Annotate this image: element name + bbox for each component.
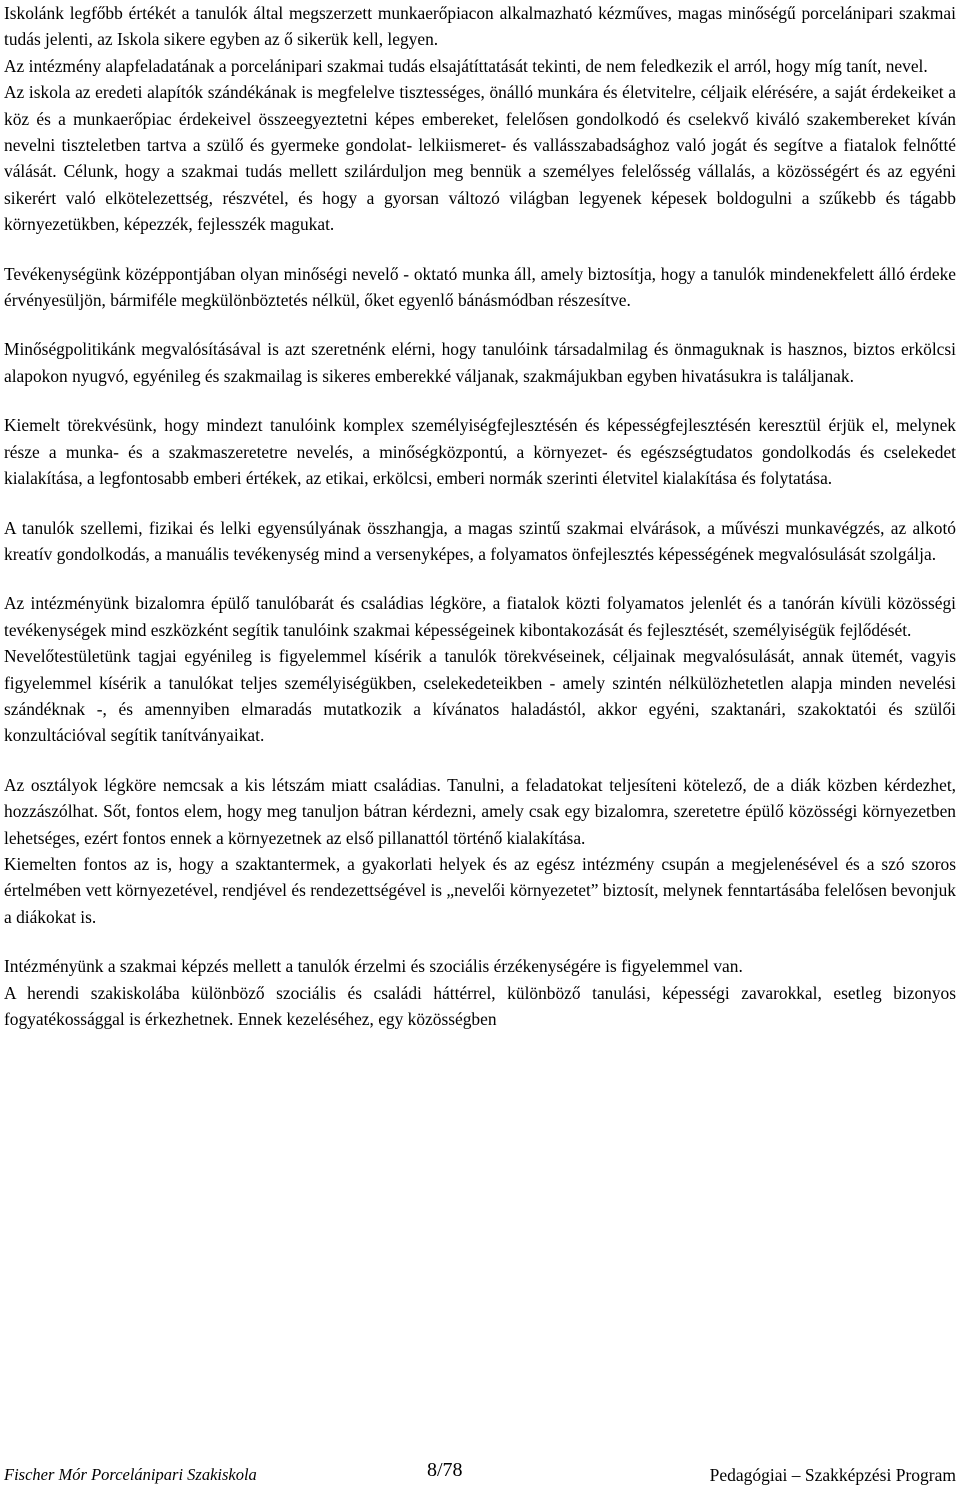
paragraph-gap: [4, 238, 956, 261]
paragraph-gap: [4, 492, 956, 515]
footer-program-title: Pedagógiai – Szakképzési Program: [709, 1465, 956, 1485]
paragraph-6: Kiemelt törekvésünk, hogy mindezt tanulóink komplex személyiségfejlesztésén és képességfejlesztésén keresztül érjük el, melynek része a munka- és a szakmaszeretetre nevelés, a minőségközpontú, a környezet- és egészségtudatos gondolkodás és cselekedet kialakítása, a legfontosabb emberi értékek, az etikai, erkölcsi, emberi normák szerinti életvitel kialakítása és folytatása.: [4, 415, 956, 489]
paragraph-5: Minőségpolitikánk megvalósításával is azt szeretnénk elérni, hogy tanulóink társadalmilag és önmaguknak is hasznos, biztos erkölcsi alapokon nyugvó, egyénileg és szakmailag is sikeres emberekké váljanak, szakmájukban egyben hivatásukra is találjanak.: [4, 339, 956, 386]
paragraph-1: Iskolánk legfőbb értékét a tanulók által megszerzett munkaerőpiacon alkalmazható kézműves, magas minőségű porcelánipari szakmai tudás jelenti, az Iskola sikere egyben az ő sikerük kell, legyen.: [4, 3, 956, 50]
paragraph-gap: [4, 389, 956, 412]
paragraph-10: Az osztályok légköre nemcsak a kis létszám miatt családias. Tanulni, a feladatokat teljesíteni kötelező, de a diák közben kérdezhet, hozzászólhat. Sőt, fontos elem, hogy meg tanuljon bátran kérdezni, amely csak egy bizalomra, szeretetre épülő közösségi környezetben lehetséges, ezért fontos ennek a környezetnek az első pillanattól történő kialakítása.: [4, 774, 956, 848]
document-body: [4, 0, 956, 1032]
paragraph-gap: [4, 313, 956, 336]
paragraph-gap: [4, 930, 956, 953]
paragraph-7: A tanulók szellemi, fizikai és lelki egyensúlyának összhangja, a magas szintű szakmai elvárások, a művészi munkavégzés, az alkotó kreatív gondolkodás, a manuális tevékenység mind a versenyképes, a folyamatos önfejlesztés képességének megvalósulását szolgálja.: [4, 517, 956, 564]
page-footer: [4, 1459, 956, 1487]
footer-page-number: 8/78: [427, 1459, 463, 1481]
paragraph-8: Az intézményünk bizalomra épülő tanulóbarát és családias légköre, a fiatalok közti folyamatos jelenlét és a tanórán kívüli közösségi tevékenységek mind eszközként segítik tanulóink szakmai képességeinek kibontakozását és fejlesztését, személyiségük fejlődését.: [4, 593, 956, 640]
paragraph-9: Nevelőtestületünk tagjai egyénileg is figyelemmel kísérik a tanulók törekvéseinek, céljainak megvalósulását, annak ütemét, vagyis figyelemmel kísérik a tanulókat teljes személyiségükben, cselekedeteikben - amely szintén nélkülözhetetlen alapja minden nevelési szándéknak -, és amennyiben elmaradás mutatkozik a kívánatos haladástól, akkor egyéni, szaktanári, szakoktatói és szülői konzultációval segítik tanítványaikat.: [4, 646, 956, 746]
paragraph-4: Tevékenységünk középpontjában olyan minőségi nevelő - oktató munka áll, amely biztosítja, hogy a tanulók mindenekfelett álló érdeke érvényesüljön, bármiféle megkülönböztetés nélkül, őket egyenlő bánásmódban részesítve.: [4, 263, 956, 311]
paragraph-3: Az iskola az eredeti alapítók szándékának is megfelelve tisztességes, önálló munkára és életvitelre, céljaik elérésére, a saját érdekeiket a köz és a munkaerőpiac érdekeivel összeegyeztetni képes embereket, felelősen gondolkodó és cselekvő kiváló szakembereket kíván nevelni tiszteletben tartva a szülő és gyermeke gondolat- lelkiismeret- és vallásszabadsághoz való jogát és segítve a fiatalok felnőtté válását. Célunk, hogy a szakmai tudás mellett szilárduljon meg bennük a személyes felelősség vállalás, a közösségért és az egyéni sikerért való elkötelezettség, részvétel, és hogy a gyorsan változó világban legyenek képesek boldogulni a szűkebb és tágabb környezetükben, képezzék, fejlesszék magukat.: [4, 82, 956, 235]
paragraph-gap: [4, 567, 956, 590]
paragraph-13: A herendi szakiskolába különböző szociális és családi háttérrel, különböző tanulási, képességi zavarokkal, esetleg bizonyos fogyatékossággal is érkezhetnek. Ennek kezeléséhez, egy közösségben: [4, 982, 956, 1029]
paragraph-gap: [4, 749, 956, 772]
footer-school-name: Fischer Mór Porcelánipari Szakiskola: [4, 1465, 257, 1484]
paragraph-11: Kiemelten fontos az is, hogy a szaktantermek, a gyakorlati helyek és az egész intézmény csupán a megjelenésével és a szó szoros értelmében vett környezetével, rendjével és rendezettségével is „nevelői környezetet” biztosít, melynek fenntartásába felelősen bevonjuk a diákokat is.: [4, 853, 956, 927]
paragraph-12: Intézményünk a szakmai képzés mellett a tanulók érzelmi és szociális érzékenységére is figyelemmel van.: [4, 956, 743, 977]
paragraph-2: Az intézmény alapfeladatának a porcelánipari szakmai tudás elsajátíttatását tekinti, de nem feledkezik el arról, hogy míg tanít, nevel.: [4, 55, 928, 76]
